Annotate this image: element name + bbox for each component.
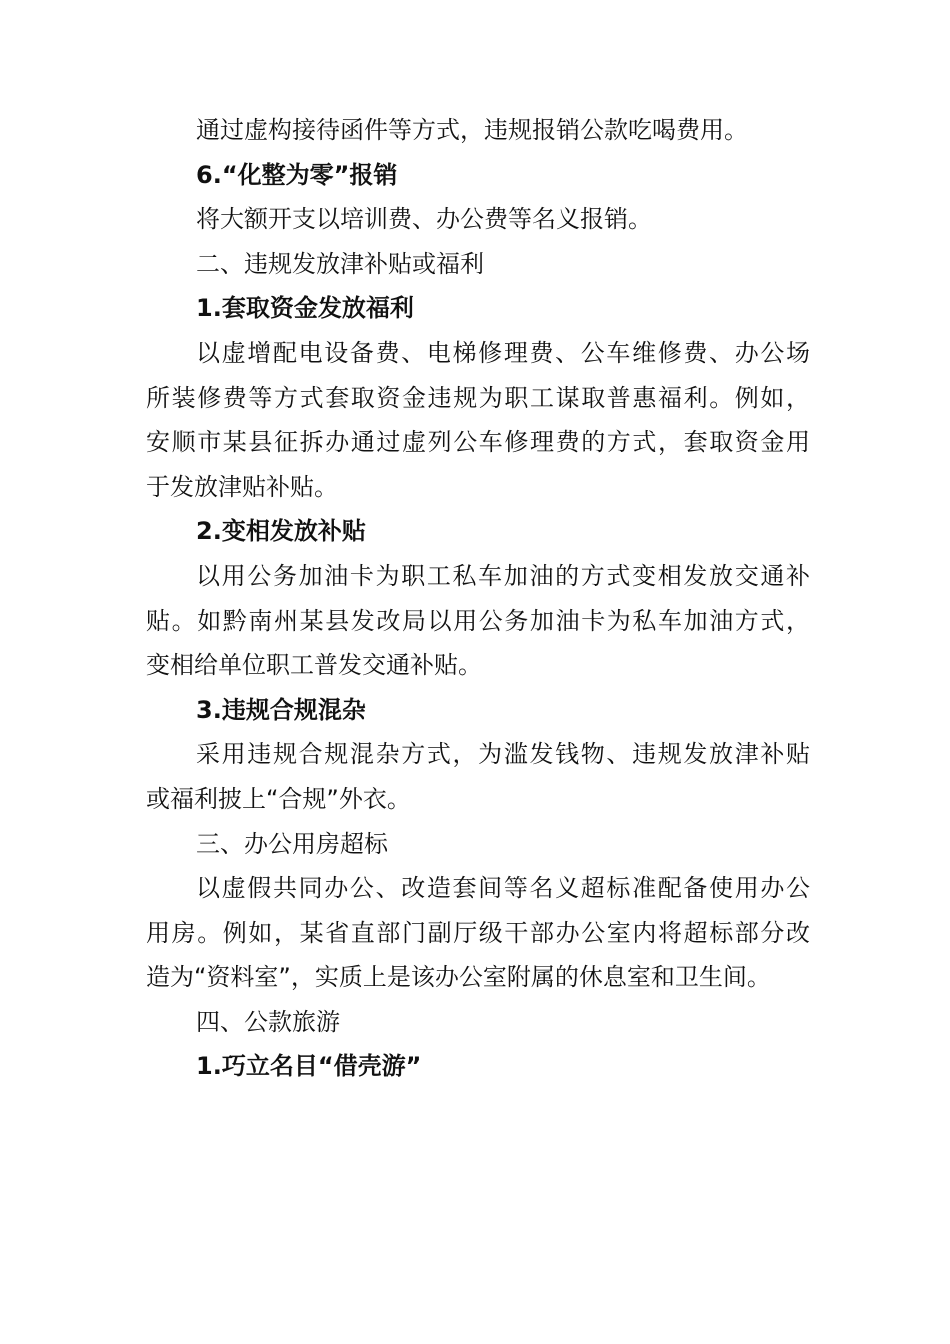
paragraph-line: 以用公务加油卡为职工私车加油的方式变相发放交通补 xyxy=(196,561,810,590)
section-heading-2: 二、违规发放津补贴或福利 xyxy=(196,249,484,278)
paragraph-line: 用房。例如，某省直部门副厅级干部办公室内将超标部分改 xyxy=(146,918,810,947)
paragraph-line: 以虚增配电设备费、电梯修理费、公车维修费、办公场 xyxy=(196,338,810,367)
paragraph-line: 通过虚构接待函件等方式，违规报销公款吃喝费用。 xyxy=(196,116,748,144)
document-body xyxy=(146,108,810,1089)
subheading-2: 2.变相发放补贴 xyxy=(196,517,366,546)
subheading-1b: 1.巧立名目“借壳游” xyxy=(196,1052,422,1081)
paragraph-line: 采用违规合规混杂方式，为滥发钱物、违规发放津补贴 xyxy=(196,740,810,769)
paragraph-line: 将大额开支以培训费、办公费等名义报销。 xyxy=(196,205,652,234)
section-heading-4: 四、公款旅游 xyxy=(196,1007,340,1036)
paragraph-line: 于发放津贴补贴。 xyxy=(146,472,338,501)
paragraph-line: 贴。如黔南州某县发改局以用公务加油卡为私车加油方式， xyxy=(146,606,810,635)
paragraph-line: 以虚假共同办公、改造套间等名义超标准配备使用办公 xyxy=(196,874,810,903)
paragraph-line: 所装修费等方式套取资金违规为职工谋取普惠福利。例如， xyxy=(146,383,810,412)
paragraph-line: 变相给单位职工普发交通补贴。 xyxy=(146,651,482,680)
subheading-3: 3.违规合规混杂 xyxy=(196,695,366,724)
subheading-1: 1.套取资金发放福利 xyxy=(196,294,414,323)
subheading-6: 6.“化整为零”报销 xyxy=(196,160,398,189)
paragraph-line: 安顺市某县征拆办通过虚列公车修理费的方式，套取资金用 xyxy=(146,428,810,457)
paragraph-line: 造为“资料室”，实质上是该办公室附属的休息室和卫生间。 xyxy=(146,963,771,992)
paragraph-line: 或福利披上“合规”外衣。 xyxy=(146,784,411,813)
section-heading-3: 三、办公用房超标 xyxy=(196,829,388,858)
